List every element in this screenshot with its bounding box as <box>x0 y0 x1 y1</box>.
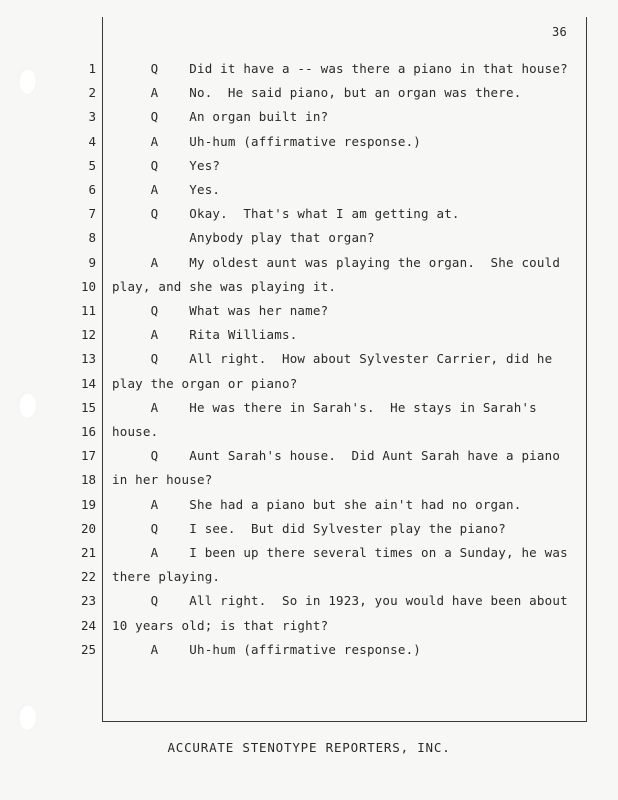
margin-rule-right <box>586 17 587 722</box>
transcript-line: Q Okay. That's what I am getting at. <box>112 206 460 221</box>
line-number: 20 <box>80 521 96 536</box>
transcript-line: Q What was her name? <box>112 303 329 318</box>
line-number: 9 <box>88 255 96 270</box>
transcript-line: A She had a piano but she ain't had no organ. <box>112 497 522 512</box>
line-number: 24 <box>80 618 96 633</box>
transcript-line: Q Yes? <box>112 158 221 173</box>
line-number: 13 <box>80 351 96 366</box>
line-number: 12 <box>80 327 96 342</box>
transcript-line: 10 years old; is that right? <box>112 618 329 633</box>
transcript-line: A Rita Williams. <box>112 327 298 342</box>
line-number: 16 <box>80 424 96 439</box>
line-number: 23 <box>80 593 96 608</box>
line-number: 19 <box>80 497 96 512</box>
page-number: 36 <box>552 25 568 39</box>
transcript-line: in her house? <box>112 472 213 487</box>
line-number: 21 <box>80 545 96 560</box>
transcript-line: play the organ or piano? <box>112 376 298 391</box>
transcript-line: A Uh-hum (affirmative response.) <box>112 642 422 657</box>
line-number: 4 <box>88 134 96 149</box>
reporter-footer: ACCURATE STENOTYPE REPORTERS, INC. <box>167 740 451 755</box>
line-number: 14 <box>80 376 96 391</box>
transcript-line: house. <box>112 424 159 439</box>
line-number: 25 <box>80 642 96 657</box>
punch-hole-bottom <box>18 704 36 730</box>
line-number: 17 <box>80 448 96 463</box>
transcript-line: Anybody play that organ? <box>112 230 375 245</box>
line-number: 3 <box>88 109 96 124</box>
margin-rule-bottom <box>102 721 587 722</box>
transcript-line: play, and she was playing it. <box>112 279 337 294</box>
transcript-line: Q An organ built in? <box>112 109 329 124</box>
margin-rule-left <box>102 17 103 722</box>
transcript-line: A No. He said piano, but an organ was there. <box>112 85 522 100</box>
punch-hole-middle <box>18 392 36 418</box>
transcript-line: Q Aunt Sarah's house. Did Aunt Sarah have a piano <box>112 448 561 463</box>
transcript-line: there playing. <box>112 569 221 584</box>
line-number: 22 <box>80 569 96 584</box>
line-number: 5 <box>88 158 96 173</box>
transcript-line: A Yes. <box>112 182 221 197</box>
punch-hole-top <box>18 68 36 94</box>
transcript-line: A Uh-hum (affirmative response.) <box>112 134 422 149</box>
transcript-line: Q All right. How about Sylvester Carrier, did he <box>112 351 553 366</box>
line-number: 18 <box>80 472 96 487</box>
transcript-line: Q Did it have a -- was there a piano in that house? <box>112 61 568 76</box>
line-number: 2 <box>88 85 96 100</box>
transcript-line: A My oldest aunt was playing the organ. She could <box>112 255 561 270</box>
transcript-line: A He was there in Sarah's. He stays in Sarah's <box>112 400 537 415</box>
line-number: 1 <box>88 61 96 76</box>
line-number: 6 <box>88 182 96 197</box>
line-number: 7 <box>88 206 96 221</box>
transcript-line: A I been up there several times on a Sunday, he was <box>112 545 568 560</box>
transcript-line: Q I see. But did Sylvester play the piano? <box>112 521 507 536</box>
line-number: 11 <box>80 303 96 318</box>
line-number: 10 <box>80 279 96 294</box>
line-number: 8 <box>88 230 96 245</box>
line-number: 15 <box>80 400 96 415</box>
transcript-line: Q All right. So in 1923, you would have been about <box>112 593 568 608</box>
